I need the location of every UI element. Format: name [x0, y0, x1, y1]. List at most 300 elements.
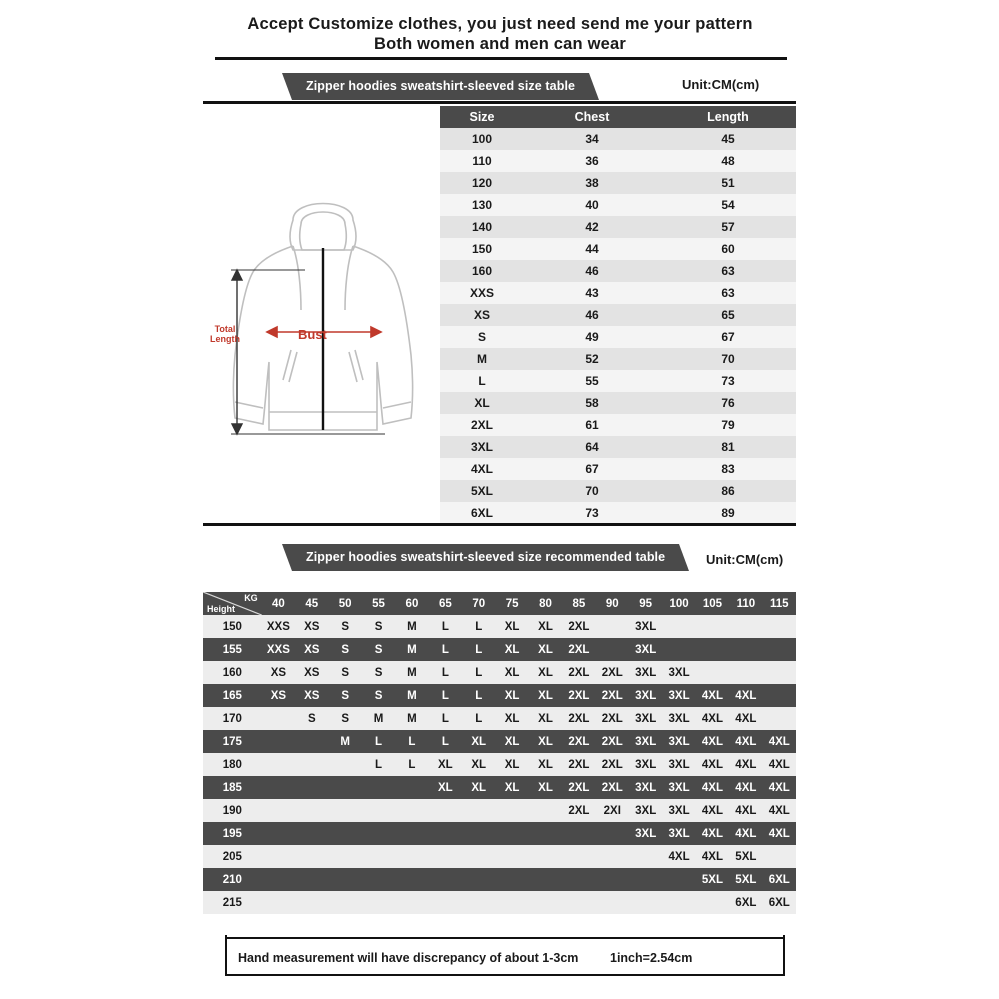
table-row	[203, 776, 796, 799]
chest-cell: 58	[524, 392, 660, 414]
size-recommend-cell: 4XL	[696, 776, 729, 799]
size-table-col-length: Length	[660, 106, 796, 128]
header-line-1: Accept Customize clothes, you just need send me your pattern	[247, 15, 753, 33]
size-recommend-cell	[262, 776, 295, 799]
size-recommend-cell	[395, 799, 428, 822]
size-recommend-cell: 2XL	[562, 753, 595, 776]
size-recommend-cell: 4XL	[696, 684, 729, 707]
size-recommend-cell	[295, 753, 328, 776]
size-recommend-cell: 3XL	[662, 707, 695, 730]
table-row	[440, 326, 796, 348]
length-cell: 51	[660, 172, 796, 194]
size-recommend-cell: XL	[495, 776, 528, 799]
header-divider	[215, 57, 787, 60]
size-cell: 2XL	[440, 414, 524, 436]
size-recommend-cell: L	[395, 730, 428, 753]
table-row	[203, 845, 796, 868]
size-recommend-cell	[529, 822, 562, 845]
length-cell: 89	[660, 502, 796, 524]
size-recommend-cell: M	[395, 615, 428, 638]
recommend-table-title: Zipper hoodies sweatshirt-sleeved size recommended table	[292, 544, 679, 571]
size-recommend-cell: 3XL	[629, 799, 662, 822]
size-recommend-cell	[495, 845, 528, 868]
chest-cell: 67	[524, 458, 660, 480]
size-recommend-cell	[662, 868, 695, 891]
chest-cell: 49	[524, 326, 660, 348]
size-recommend-cell: XXS	[262, 615, 295, 638]
table-row	[440, 260, 796, 282]
height-cell: 180	[203, 753, 262, 776]
recommend-table-corner	[203, 592, 262, 615]
size-table-col-size: Size	[440, 106, 524, 128]
recommend-table	[203, 592, 796, 914]
size-recommend-cell	[729, 661, 762, 684]
table-row	[440, 348, 796, 370]
size-recommend-cell	[562, 822, 595, 845]
size-recommend-cell: M	[328, 730, 361, 753]
size-recommend-cell: 3XL	[629, 661, 662, 684]
size-recommend-cell: 2XL	[596, 730, 629, 753]
size-table-col-chest: Chest	[524, 106, 660, 128]
size-recommend-cell: XL	[462, 776, 495, 799]
size-recommend-cell: S	[295, 707, 328, 730]
size-recommend-cell	[495, 822, 528, 845]
size-recommend-cell: 2XL	[562, 799, 595, 822]
size-cell: XL	[440, 392, 524, 414]
size-recommend-cell: M	[362, 707, 395, 730]
length-cell: 63	[660, 282, 796, 304]
size-recommend-cell	[529, 799, 562, 822]
size-table	[440, 106, 796, 524]
size-recommend-cell: L	[395, 753, 428, 776]
size-recommend-cell	[763, 845, 796, 868]
size-recommend-cell: 4XL	[763, 799, 796, 822]
length-cell: 70	[660, 348, 796, 370]
size-recommend-cell: L	[429, 730, 462, 753]
size-recommend-cell: S	[328, 615, 361, 638]
table-row	[440, 128, 796, 150]
footer-note: Hand measurement will have discrepancy of about 1-3cm	[238, 951, 579, 965]
height-cell: 190	[203, 799, 262, 822]
size-recommend-cell: 3XL	[629, 684, 662, 707]
size-recommend-cell: XS	[295, 661, 328, 684]
size-recommend-cell: XL	[529, 615, 562, 638]
size-recommend-cell: 4XL	[662, 845, 695, 868]
length-cell: 79	[660, 414, 796, 436]
chest-cell: 46	[524, 260, 660, 282]
size-recommend-cell	[395, 776, 428, 799]
table-row	[203, 822, 796, 845]
size-recommend-cell	[462, 799, 495, 822]
size-cell: 5XL	[440, 480, 524, 502]
chest-cell: 44	[524, 238, 660, 260]
size-recommend-cell	[328, 891, 361, 914]
table-row	[203, 615, 796, 638]
size-recommend-cell: 4XL	[729, 799, 762, 822]
size-recommend-cell: XS	[295, 684, 328, 707]
size-recommend-cell	[462, 845, 495, 868]
size-recommend-cell: 4XL	[696, 822, 729, 845]
size-recommend-cell	[596, 822, 629, 845]
size-recommend-cell: L	[429, 638, 462, 661]
size-recommend-cell	[328, 799, 361, 822]
height-cell: 210	[203, 868, 262, 891]
corner-height-label: Height	[207, 604, 235, 614]
table-row	[203, 868, 796, 891]
size-recommend-cell: M	[395, 684, 428, 707]
table-row	[440, 392, 796, 414]
size-recommend-cell: 2XL	[596, 661, 629, 684]
weight-header-cell: 80	[529, 592, 562, 615]
size-recommend-cell: 2XL	[562, 707, 595, 730]
footer-divider-top	[225, 937, 785, 939]
height-cell: 195	[203, 822, 262, 845]
size-recommend-cell: 3XL	[629, 638, 662, 661]
size-cell: 4XL	[440, 458, 524, 480]
size-recommend-cell: 2XL	[596, 684, 629, 707]
table-row	[440, 370, 796, 392]
hoodie-illustration	[205, 180, 440, 470]
length-cell: 48	[660, 150, 796, 172]
size-recommend-cell	[328, 753, 361, 776]
size-recommend-cell	[328, 845, 361, 868]
size-recommend-cell: 4XL	[729, 822, 762, 845]
size-recommend-cell: S	[328, 684, 361, 707]
size-recommend-cell	[529, 845, 562, 868]
weight-header-cell: 45	[295, 592, 328, 615]
size-recommend-cell: 2XI	[596, 799, 629, 822]
weight-header-cell: 70	[462, 592, 495, 615]
height-cell: 170	[203, 707, 262, 730]
weight-header-cell: 60	[395, 592, 428, 615]
size-recommend-cell	[429, 799, 462, 822]
table-row	[440, 282, 796, 304]
size-recommend-cell	[562, 868, 595, 891]
length-cell: 86	[660, 480, 796, 502]
table-row	[440, 502, 796, 524]
size-recommend-cell	[495, 868, 528, 891]
size-recommend-cell	[763, 638, 796, 661]
size-recommend-cell: XL	[495, 661, 528, 684]
weight-header-cell: 100	[662, 592, 695, 615]
size-recommend-cell: XL	[495, 753, 528, 776]
size-recommend-cell: L	[362, 753, 395, 776]
table-row	[203, 661, 796, 684]
weight-header-cell: 110	[729, 592, 762, 615]
size-recommend-cell: XL	[529, 776, 562, 799]
size-recommend-cell: 4XL	[729, 684, 762, 707]
size-recommend-cell: 3XL	[662, 730, 695, 753]
size-recommend-cell: 4XL	[696, 753, 729, 776]
size-recommend-cell	[529, 868, 562, 891]
size-recommend-cell: S	[362, 684, 395, 707]
size-recommend-cell: 2XL	[562, 730, 595, 753]
size-recommend-cell: 3XL	[662, 753, 695, 776]
size-recommend-cell: 5XL	[696, 868, 729, 891]
size-recommend-cell: 4XL	[729, 707, 762, 730]
table-row	[203, 891, 796, 914]
size-cell: 140	[440, 216, 524, 238]
size-recommend-cell: 6XL	[763, 868, 796, 891]
recommend-table-body	[203, 615, 796, 914]
size-recommend-cell: XL	[529, 661, 562, 684]
size-recommend-cell	[328, 822, 361, 845]
size-recommend-cell: 3XL	[662, 684, 695, 707]
size-recommend-cell	[262, 822, 295, 845]
chest-cell: 52	[524, 348, 660, 370]
length-cell: 54	[660, 194, 796, 216]
table-row	[203, 638, 796, 661]
chest-cell: 40	[524, 194, 660, 216]
length-cell: 67	[660, 326, 796, 348]
chest-cell: 42	[524, 216, 660, 238]
size-cell: 3XL	[440, 436, 524, 458]
size-recommend-cell	[596, 868, 629, 891]
weight-header-cell: 105	[696, 592, 729, 615]
size-recommend-cell: M	[395, 707, 428, 730]
size-recommend-cell	[662, 891, 695, 914]
size-recommend-cell: 2XL	[562, 661, 595, 684]
size-recommend-cell: 2XL	[562, 684, 595, 707]
size-recommend-cell	[629, 891, 662, 914]
size-recommend-cell: 3XL	[662, 661, 695, 684]
length-cell: 73	[660, 370, 796, 392]
size-recommend-cell	[696, 638, 729, 661]
size-recommend-cell: 3XL	[629, 730, 662, 753]
size-recommend-cell: XS	[262, 661, 295, 684]
weight-header-cell: 90	[596, 592, 629, 615]
length-cell: 57	[660, 216, 796, 238]
recommend-table-header-row	[203, 592, 796, 615]
size-recommend-cell: 6XL	[763, 891, 796, 914]
size-recommend-cell: 4XL	[729, 753, 762, 776]
size-recommend-cell: S	[328, 638, 361, 661]
size-recommend-cell	[429, 891, 462, 914]
height-cell: 175	[203, 730, 262, 753]
size-recommend-cell	[696, 891, 729, 914]
table-row	[440, 150, 796, 172]
size-recommend-cell	[562, 845, 595, 868]
size-recommend-cell	[395, 845, 428, 868]
size-recommend-cell	[596, 615, 629, 638]
size-recommend-cell: 2XL	[562, 638, 595, 661]
bust-label: Bust	[298, 327, 327, 342]
size-recommend-cell	[729, 615, 762, 638]
recommend-table-title-wrap	[292, 544, 679, 571]
chest-cell: 61	[524, 414, 660, 436]
size-recommend-cell	[763, 707, 796, 730]
size-table-body	[440, 128, 796, 524]
length-cell: 45	[660, 128, 796, 150]
total-length-label-line2: Length	[210, 334, 240, 344]
size-recommend-cell	[763, 684, 796, 707]
size-recommend-cell	[429, 822, 462, 845]
height-cell: 185	[203, 776, 262, 799]
size-recommend-cell: 4XL	[696, 730, 729, 753]
size-recommend-cell: XL	[495, 684, 528, 707]
chest-cell: 70	[524, 480, 660, 502]
chest-cell: 43	[524, 282, 660, 304]
length-cell: 83	[660, 458, 796, 480]
size-recommend-cell	[495, 799, 528, 822]
height-cell: 155	[203, 638, 262, 661]
chest-cell: 36	[524, 150, 660, 172]
size-recommend-cell: 4XL	[696, 845, 729, 868]
total-length-label-line1: Total	[214, 324, 236, 334]
size-recommend-cell: L	[462, 661, 495, 684]
size-recommend-cell: XS	[262, 684, 295, 707]
size-recommend-cell	[629, 845, 662, 868]
size-recommend-cell: XL	[529, 707, 562, 730]
weight-header-cell: 65	[429, 592, 462, 615]
size-recommend-cell	[662, 638, 695, 661]
size-table-header-row	[440, 106, 796, 128]
corner-kg-label: KG	[244, 593, 258, 603]
size-recommend-cell	[395, 868, 428, 891]
chest-cell: 34	[524, 128, 660, 150]
size-recommend-cell: 3XL	[629, 822, 662, 845]
size-recommend-cell	[596, 891, 629, 914]
size-cell: XXS	[440, 282, 524, 304]
size-recommend-cell: 3XL	[662, 799, 695, 822]
table-row	[203, 753, 796, 776]
size-recommend-cell: XL	[495, 730, 528, 753]
size-recommend-cell	[462, 822, 495, 845]
table-row	[440, 194, 796, 216]
chest-cell: 38	[524, 172, 660, 194]
size-recommend-cell: 6XL	[729, 891, 762, 914]
size-recommend-cell	[262, 845, 295, 868]
size-recommend-cell	[295, 776, 328, 799]
size-recommend-cell	[696, 615, 729, 638]
size-recommend-cell	[262, 868, 295, 891]
size-recommend-cell: 3XL	[629, 707, 662, 730]
size-recommend-cell	[495, 891, 528, 914]
weight-header-cell: 50	[328, 592, 361, 615]
size-recommend-cell: 3XL	[662, 776, 695, 799]
size-cell: 120	[440, 172, 524, 194]
size-cell: M	[440, 348, 524, 370]
table-row	[203, 707, 796, 730]
size-recommend-cell	[262, 730, 295, 753]
size-recommend-cell: 3XL	[629, 615, 662, 638]
size-recommend-cell	[362, 776, 395, 799]
size-recommend-cell: 3XL	[629, 753, 662, 776]
size-recommend-cell: 4XL	[763, 776, 796, 799]
size-recommend-cell: XL	[429, 753, 462, 776]
size-recommend-cell: 4XL	[763, 730, 796, 753]
size-recommend-cell: M	[395, 661, 428, 684]
size-cell: L	[440, 370, 524, 392]
table-row	[440, 172, 796, 194]
size-recommend-cell: M	[395, 638, 428, 661]
size-recommend-cell	[529, 891, 562, 914]
length-cell: 65	[660, 304, 796, 326]
table-row	[440, 436, 796, 458]
table-row	[203, 684, 796, 707]
size-recommend-cell: L	[429, 684, 462, 707]
size-recommend-cell: XL	[529, 684, 562, 707]
size-recommend-cell	[295, 868, 328, 891]
table-row	[440, 458, 796, 480]
size-recommend-cell: 2XL	[562, 615, 595, 638]
size-recommend-cell: 5XL	[729, 868, 762, 891]
size-recommend-cell: L	[429, 707, 462, 730]
size-cell: XS	[440, 304, 524, 326]
size-recommend-cell: XXS	[262, 638, 295, 661]
footer-divider-bottom	[225, 974, 785, 976]
table-row	[203, 730, 796, 753]
section1-divider	[203, 101, 796, 104]
height-cell: 165	[203, 684, 262, 707]
table-row	[440, 480, 796, 502]
size-recommend-cell	[295, 822, 328, 845]
footer-edge-right	[783, 935, 785, 976]
size-recommend-cell: L	[429, 615, 462, 638]
size-recommend-cell: S	[362, 661, 395, 684]
size-cell: 150	[440, 238, 524, 260]
length-cell: 81	[660, 436, 796, 458]
size-recommend-cell: S	[362, 638, 395, 661]
size-recommend-cell: 4XL	[696, 707, 729, 730]
size-recommend-cell	[328, 776, 361, 799]
size-recommend-cell: XL	[429, 776, 462, 799]
size-table-title: Zipper hoodies sweatshirt-sleeved size table	[292, 73, 589, 100]
size-recommend-cell: L	[462, 684, 495, 707]
footer-conversion: 1inch=2.54cm	[610, 951, 693, 965]
chest-cell: 55	[524, 370, 660, 392]
size-recommend-cell	[763, 661, 796, 684]
header-line-2: Both women and men can wear	[373, 35, 627, 53]
table-row	[440, 216, 796, 238]
size-recommend-cell: XS	[295, 638, 328, 661]
size-cell: 160	[440, 260, 524, 282]
table-row	[440, 304, 796, 326]
size-recommend-cell	[362, 891, 395, 914]
weight-header-cell: 55	[362, 592, 395, 615]
size-table-unit: Unit:CM(cm)	[682, 77, 760, 92]
size-recommend-cell: 5XL	[729, 845, 762, 868]
height-cell: 215	[203, 891, 262, 914]
size-recommend-cell	[362, 868, 395, 891]
size-recommend-cell: 4XL	[729, 730, 762, 753]
size-recommend-cell: XL	[495, 615, 528, 638]
size-recommend-cell: 3XL	[662, 822, 695, 845]
size-recommend-cell	[262, 799, 295, 822]
size-recommend-cell	[295, 845, 328, 868]
height-cell: 150	[203, 615, 262, 638]
size-recommend-cell: L	[462, 615, 495, 638]
size-recommend-cell: XL	[462, 753, 495, 776]
size-recommend-cell	[596, 638, 629, 661]
size-recommend-cell: XL	[495, 638, 528, 661]
size-recommend-cell: L	[462, 707, 495, 730]
height-cell: 160	[203, 661, 262, 684]
size-recommend-cell: S	[362, 615, 395, 638]
size-recommend-cell	[262, 891, 295, 914]
size-recommend-cell: XL	[529, 753, 562, 776]
page-header	[215, 14, 785, 54]
weight-header-cell: 115	[763, 592, 796, 615]
size-recommend-cell: 2XL	[562, 776, 595, 799]
size-recommend-cell: 4XL	[729, 776, 762, 799]
size-recommend-cell	[295, 891, 328, 914]
size-recommend-cell	[696, 661, 729, 684]
height-cell: 205	[203, 845, 262, 868]
size-table-title-wrap	[292, 73, 589, 100]
size-recommend-cell	[362, 822, 395, 845]
size-recommend-cell: L	[429, 661, 462, 684]
